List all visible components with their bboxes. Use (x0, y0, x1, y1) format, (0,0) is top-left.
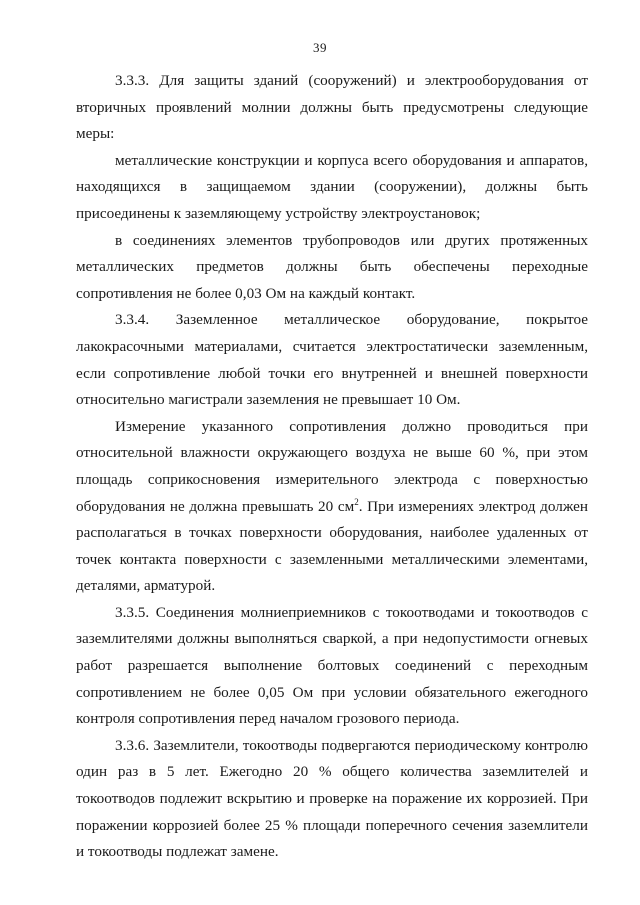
page-number: 39 (313, 40, 327, 55)
superscript-2: 2 (354, 496, 359, 507)
paragraph-3-3-5: 3.3.5. Соединения молниеприемников с токоотводами и токоотводов с заземлителями должны выполняться сваркой, а при недопустимости огневых работ разрешается выполнение болтовых соединений с переходным сопротивлением не более 0,05 Ом при условии обязательного ежегодного контроля сопротивления перед началом грозового периода. (76, 603, 588, 728)
document-body (76, 68, 588, 866)
measurement-text-before: Измерение указанного сопротивления должно проводиться при относительной влажности окружающего воздуха не выше 60 %, при этом площадь соприкосновения измерительного электрода с поверхностью оборудования не должна превышать 20 см (76, 417, 588, 515)
measurement-text-after: . При измерениях электрод должен располагаться в точках поверхности оборудования, наиболее удаленных от точек контакта поверхности с заземленными металлическими элементами, деталями, арматурой. (76, 497, 588, 595)
paragraph-3-3-4-measurement (76, 414, 588, 600)
paragraph-3-3-3: 3.3.3. Для защиты зданий (сооружений) и электрооборудования от вторичных проявлений молнии должны быть предусмотрены следующие меры: (76, 72, 588, 143)
paragraph-3-3-4: 3.3.4. Заземленное металлическое оборудование, покрытое лакокрасочными материалами, считается электростатически заземленным, если сопротивление любой точки его внутренней и внешней поверхности относительно магистрали заземления не превышает 10 Ом. (76, 311, 588, 409)
paragraph-3-3-6: 3.3.6. Заземлители, токоотводы подвергаются периодическому контролю один раз в 5 лет. Ежегодно 20 % общего количества заземлителей и токоотводов подлежит вскрытию и проверке на поражение их коррозией. При поражении коррозией более 25 % площади поперечного сечения заземлители и токоотводы подлежат замене. (76, 736, 588, 861)
paragraph-3-3-3-item-1: металлические конструкции и корпуса всего оборудования и аппаратов, находящихся в защищаемом здании (сооружении), должны быть присоединены к заземляющему устройству электроустановок; (76, 151, 588, 222)
paragraph-3-3-3-item-2: в соединениях элементов трубопроводов или других протяженных металлических предметов должны быть обеспечены переходные сопротивления не более 0,03 Ом на каждый контакт. (76, 231, 588, 302)
